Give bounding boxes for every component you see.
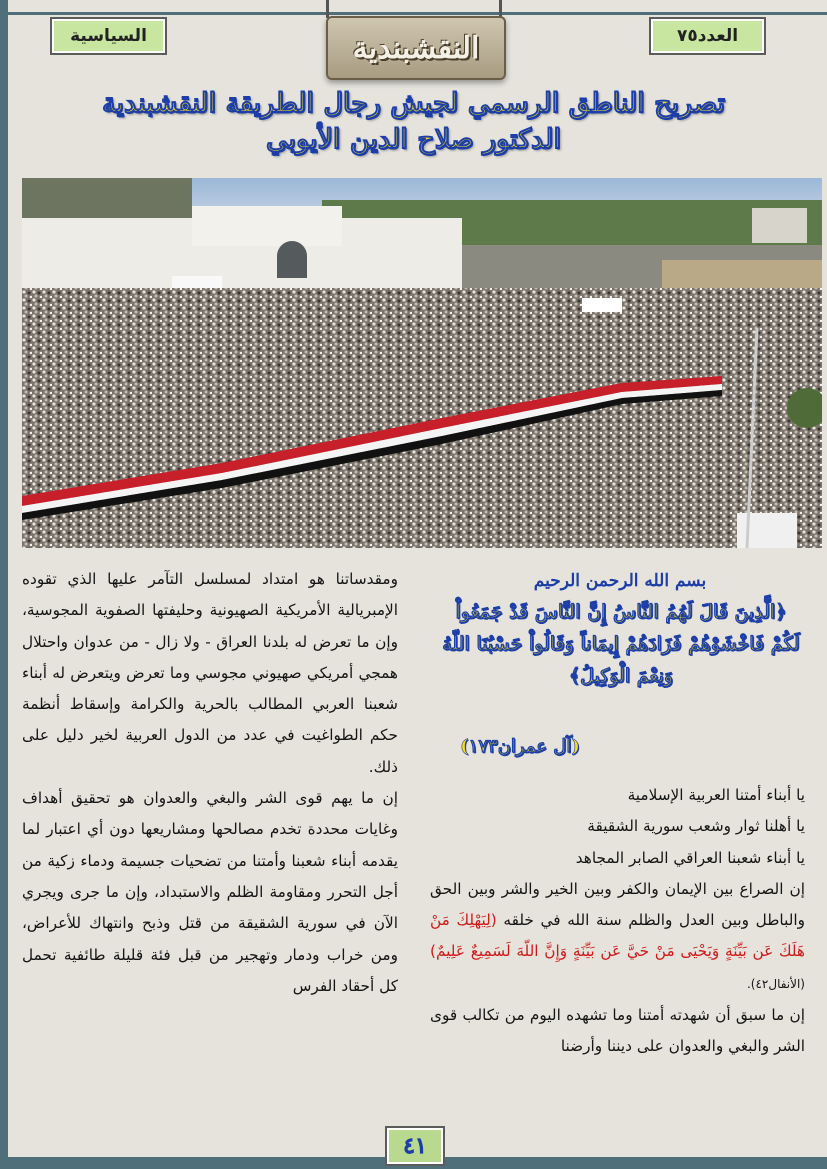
paragraph: إن ما يهم قوى الشر والبغي والعدوان هو تحقيق أهداف وغايات محددة تخدم مصالحها ومشاريعها دون أي اعتبار لما يقدمه أبناء شعبنا وأمتنا من تضحيات جسيمة ودماء زكية من أجل التحرر ومقاومة الظلم والاستبداد، وإن ما جرى ويجري الآن في سورية الشقيقة من قتل وذبح وانتهاك للأعراض، ومن خراب ودمار وتهجير من قبل فئة قليلة طائفية تحمل كل أحقاد الفرس bbox=[22, 789, 398, 995]
paragraph: ومقدساتنا هو امتداد لمسلسل التآمر عليها الذي تقوده الإمبريالية الأمريكية الصهيونية وحليفتها الصفوية المجوسية، وإن ما تعرض له بلدنا العراق - ولا زال - من عدوان واحتلال همجي أمريكي صهيوني مجوسي وما تعرض ويتعرض له أبناء شعبنا العربي المطالب بالحرية والكرامة وإسقاط أنظمة حكم الطواغيت في عدد من الدول العربية لخير دليل على ذلك. bbox=[22, 570, 398, 776]
paragraph bbox=[430, 874, 805, 1000]
section-label: السياسية bbox=[50, 17, 167, 55]
quran-verse: ﴿الَّذِينَ قَالَ لَهُمُ النَّاسُ إِنَّ النَّاسَ قَدْ جَمَعُواْ لَكُمْ فَاخْشَوْهُمْ فَزَادَهُمْ إِيمَاناً وَقَالُواْ حَسْبُنَا اللّهُ وَنِعْمَ الْوَكِيلُ﴾ bbox=[442, 601, 800, 687]
paragraph-text: إن الصراع بين الإيمان والكفر وبين الخير والشر وبين الحق والباطل وبين العدل والظلم سنة الله في خلقه bbox=[430, 879, 805, 930]
quran-quote-reference: (الأنفال٤٢). bbox=[746, 976, 805, 991]
quran-quote: (لِيَهْلِكَ مَنْ هَلَكَ عَن بَيِّنَةٍ وَيَحْيَى مَنْ حَيَّ عَن بَيِّنَةٍ وَإِنَّ اللّهَ لَسَمِيعٌ عَلِيمٌ) bbox=[430, 911, 805, 961]
address-line: يا أهلنا ثوار وشعب سورية الشقيقة bbox=[587, 817, 805, 836]
left-frame bbox=[0, 0, 8, 1169]
page-number: ٤١ bbox=[385, 1126, 445, 1166]
paragraph: إن ما سبق أن شهدته أمتنا وما تشهده اليوم من تكالب قوى الشر والبغي والعدوان على ديننا وأرضنا bbox=[430, 1006, 805, 1056]
magazine-logo: النقشبندية bbox=[326, 16, 506, 80]
crowd-photo-illustration bbox=[22, 178, 822, 548]
article-title: تصريح الناطق الرسمي لجيش رجال الطريقة النقشبندية bbox=[102, 88, 725, 119]
address-line: يا أبناء أمتنا العربية الإسلامية bbox=[627, 786, 805, 804]
left-column bbox=[22, 564, 398, 1002]
basmala: بسم الله الرحمن الرحيم bbox=[533, 571, 707, 591]
address-line: يا أبناء شعبنا العراقي الصابر المجاهد bbox=[575, 848, 805, 867]
right-column bbox=[430, 780, 805, 1063]
verse-reference: (آل عمران١٧٣) bbox=[460, 736, 580, 757]
logo-hanger-left bbox=[326, 0, 329, 18]
article-author: الدكتور صلاح الدين الأيوبي bbox=[266, 124, 561, 155]
top-frame bbox=[0, 0, 827, 14]
issue-label: العدد٧٥ bbox=[649, 17, 766, 55]
crowd-photo bbox=[22, 178, 822, 548]
